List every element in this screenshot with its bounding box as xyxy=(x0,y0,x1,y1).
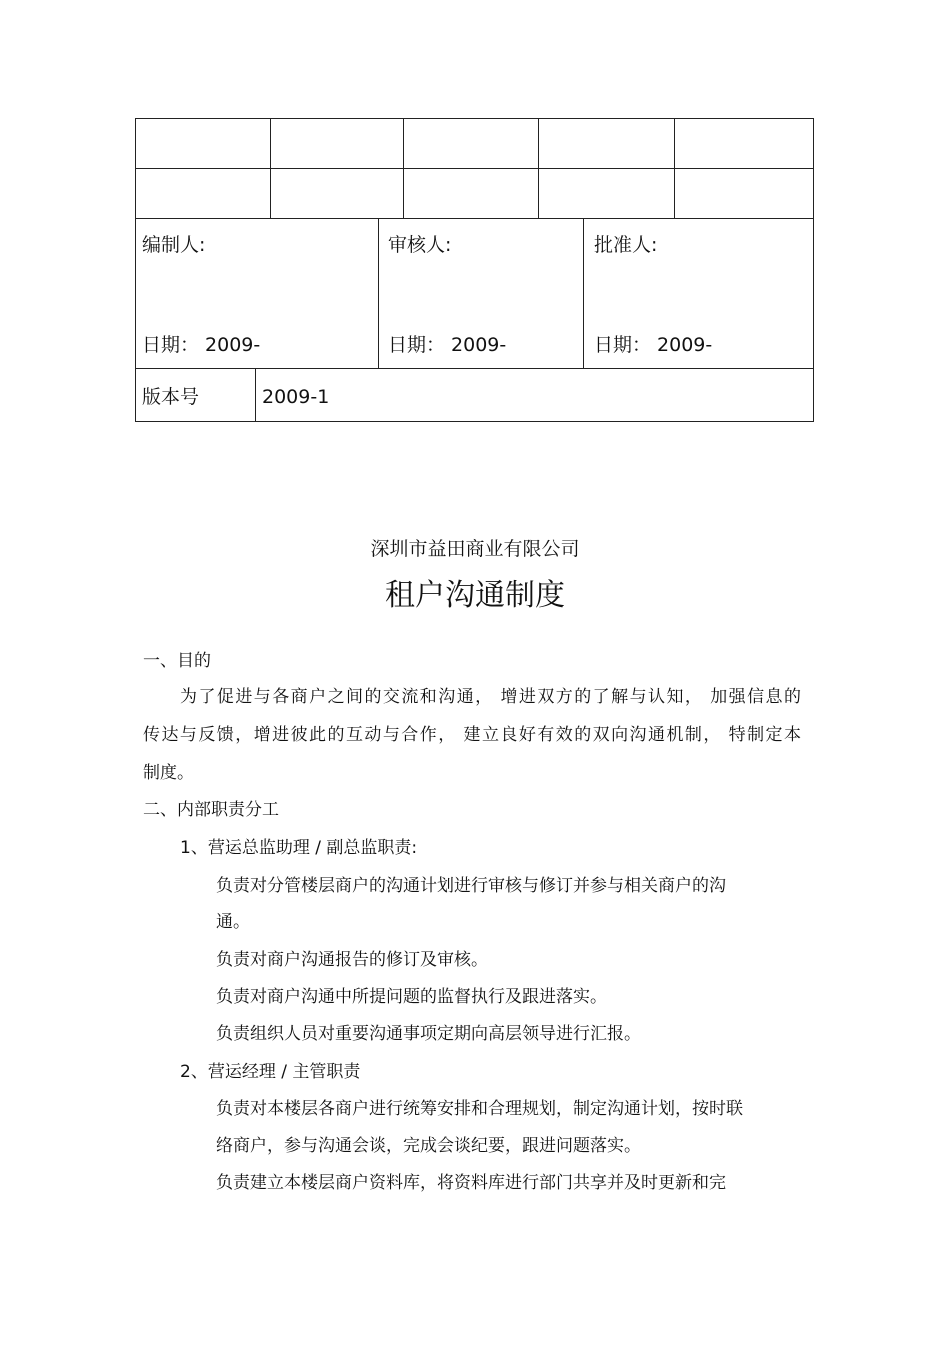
reviewer-label: 审核人: xyxy=(388,234,452,256)
table-rule xyxy=(135,218,814,219)
list-item: 负责对分管楼层商户的沟通计划进行审核与修订并参与相关商户的沟 xyxy=(216,876,726,896)
table-rule xyxy=(135,368,814,369)
document-title: 租户沟通制度 xyxy=(385,578,565,613)
company-name: 深圳市益田商业有限公司 xyxy=(370,538,580,560)
paragraph-line: 传达与反馈，增进彼此的互动与合作， 建立良好有效的双向沟通机制， 特制定本 xyxy=(143,725,801,745)
editor-label: 编制人: xyxy=(142,234,206,256)
list-item: 负责对商户沟通报告的修订及审核。 xyxy=(216,950,488,970)
table-rule xyxy=(674,118,675,219)
paragraph-line: 为了促进与各商户之间的交流和沟通， 增进双方的了解与认知， 加强信息的 xyxy=(180,687,801,707)
version-label: 版本号 xyxy=(142,386,200,408)
table-border-bottom xyxy=(135,421,814,422)
list-item: 负责建立本楼层商户资料库，将资料库进行部门共享并及时更新和完 xyxy=(216,1173,726,1193)
list-item: 负责对本楼层各商户进行统筹安排和合理规划，制定沟通计划，按时联 xyxy=(216,1099,743,1119)
list-item: 络商户，参与沟通会谈，完成会谈纪要，跟进问题落实。 xyxy=(216,1136,641,1156)
table-border-left xyxy=(135,118,136,422)
table-rule xyxy=(135,168,814,169)
table-rule xyxy=(538,118,539,219)
subsection-heading: 1、营运总监助理 / 副总监职责: xyxy=(180,838,418,858)
approver-date: 日期： 2009- xyxy=(594,334,713,356)
table-border-top xyxy=(135,118,814,119)
subsection-heading: 2、营运经理 / 主管职责 xyxy=(180,1062,361,1082)
list-item: 通。 xyxy=(216,912,250,932)
table-rule xyxy=(403,118,404,219)
editor-date: 日期： 2009- xyxy=(142,334,261,356)
table-rule xyxy=(255,368,256,422)
table-rule xyxy=(583,218,584,369)
list-item: 负责组织人员对重要沟通事项定期向高层领导进行汇报。 xyxy=(216,1024,641,1044)
table-rule xyxy=(270,118,271,219)
reviewer-date: 日期： 2009- xyxy=(388,334,507,356)
version-value: 2009-1 xyxy=(262,386,330,408)
table-border-right xyxy=(813,118,814,422)
paragraph-line: 制度。 xyxy=(143,763,194,783)
section-heading: 二、内部职责分工 xyxy=(143,800,279,820)
approver-label: 批准人: xyxy=(594,234,658,256)
table-rule xyxy=(378,218,379,369)
list-item: 负责对商户沟通中所提问题的监督执行及跟进落实。 xyxy=(216,987,607,1007)
section-heading: 一、目的 xyxy=(143,651,211,671)
